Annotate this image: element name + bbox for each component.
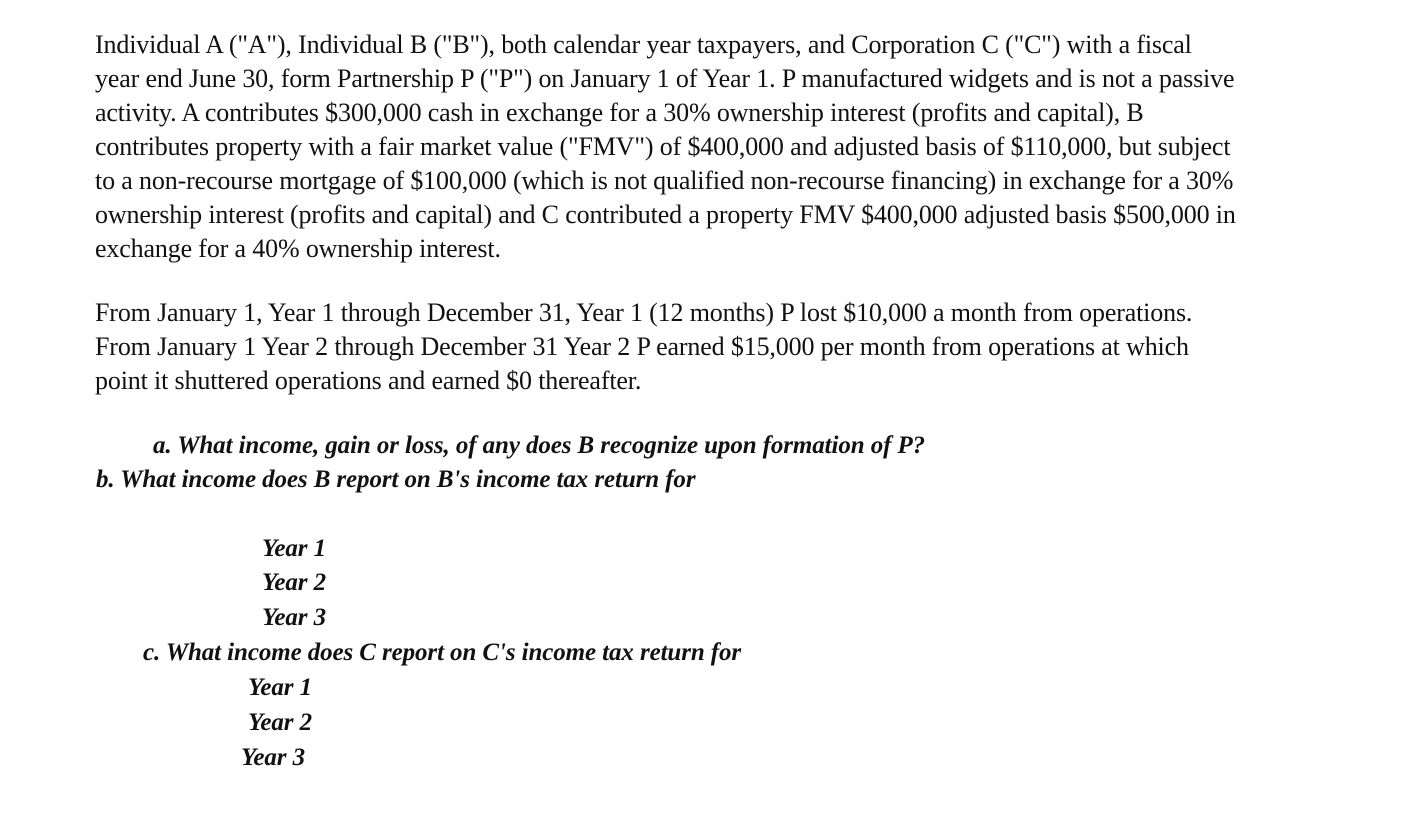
paragraph-1-line-7: exchange for a 40% ownership interest. — [95, 234, 501, 263]
paragraph-2-line-1: From January 1, Year 1 through December 31, Year 1 (12 months) P lost $10,000 a month from operations. — [95, 298, 1193, 327]
question-b-year-2: Year 2 — [262, 569, 326, 596]
paragraph-1-line-3: activity. A contributes $300,000 cash in exchange for a 30% ownership interest (profits and capital), B — [95, 98, 1144, 127]
question-c-year-2: Year 2 — [248, 709, 312, 736]
question-c-year-3: Year 3 — [241, 744, 305, 771]
question-b: b. What income does B report on B's income tax return for — [96, 466, 696, 493]
paragraph-1-line-5: to a non-recourse mortgage of $100,000 (which is not qualified non-recourse financing) in exchange for a 30% — [95, 166, 1234, 195]
paragraph-2-line-3: point it shuttered operations and earned $0 thereafter. — [95, 366, 642, 395]
question-a: a. What income, gain or loss, of any does B recognize upon formation of P? — [153, 432, 926, 459]
paragraph-1-line-4: contributes property with a fair market value ("FMV") of $400,000 and adjusted basis of $110,000, but subject — [95, 132, 1231, 161]
question-c-year-1: Year 1 — [248, 674, 312, 701]
question-c: c. What income does C report on C's income tax return for — [143, 639, 742, 666]
paragraph-1-line-2: year end June 30, form Partnership P ("P") on January 1 of Year 1. P manufactured widgets and is not a passive — [95, 64, 1235, 93]
paragraph-2-line-2: From January 1 Year 2 through December 31 Year 2 P earned $15,000 per month from operations at which — [95, 332, 1189, 361]
paragraph-1-line-6: ownership interest (profits and capital) and C contributed a property FMV $400,000 adjusted basis $500,000 in — [95, 200, 1236, 229]
question-b-year-3: Year 3 — [262, 604, 326, 631]
paragraph-1-line-1: Individual A ("A"), Individual B ("B"), both calendar year taxpayers, and Corporation C ("C") with a fiscal — [95, 30, 1192, 59]
question-b-year-1: Year 1 — [262, 535, 326, 562]
